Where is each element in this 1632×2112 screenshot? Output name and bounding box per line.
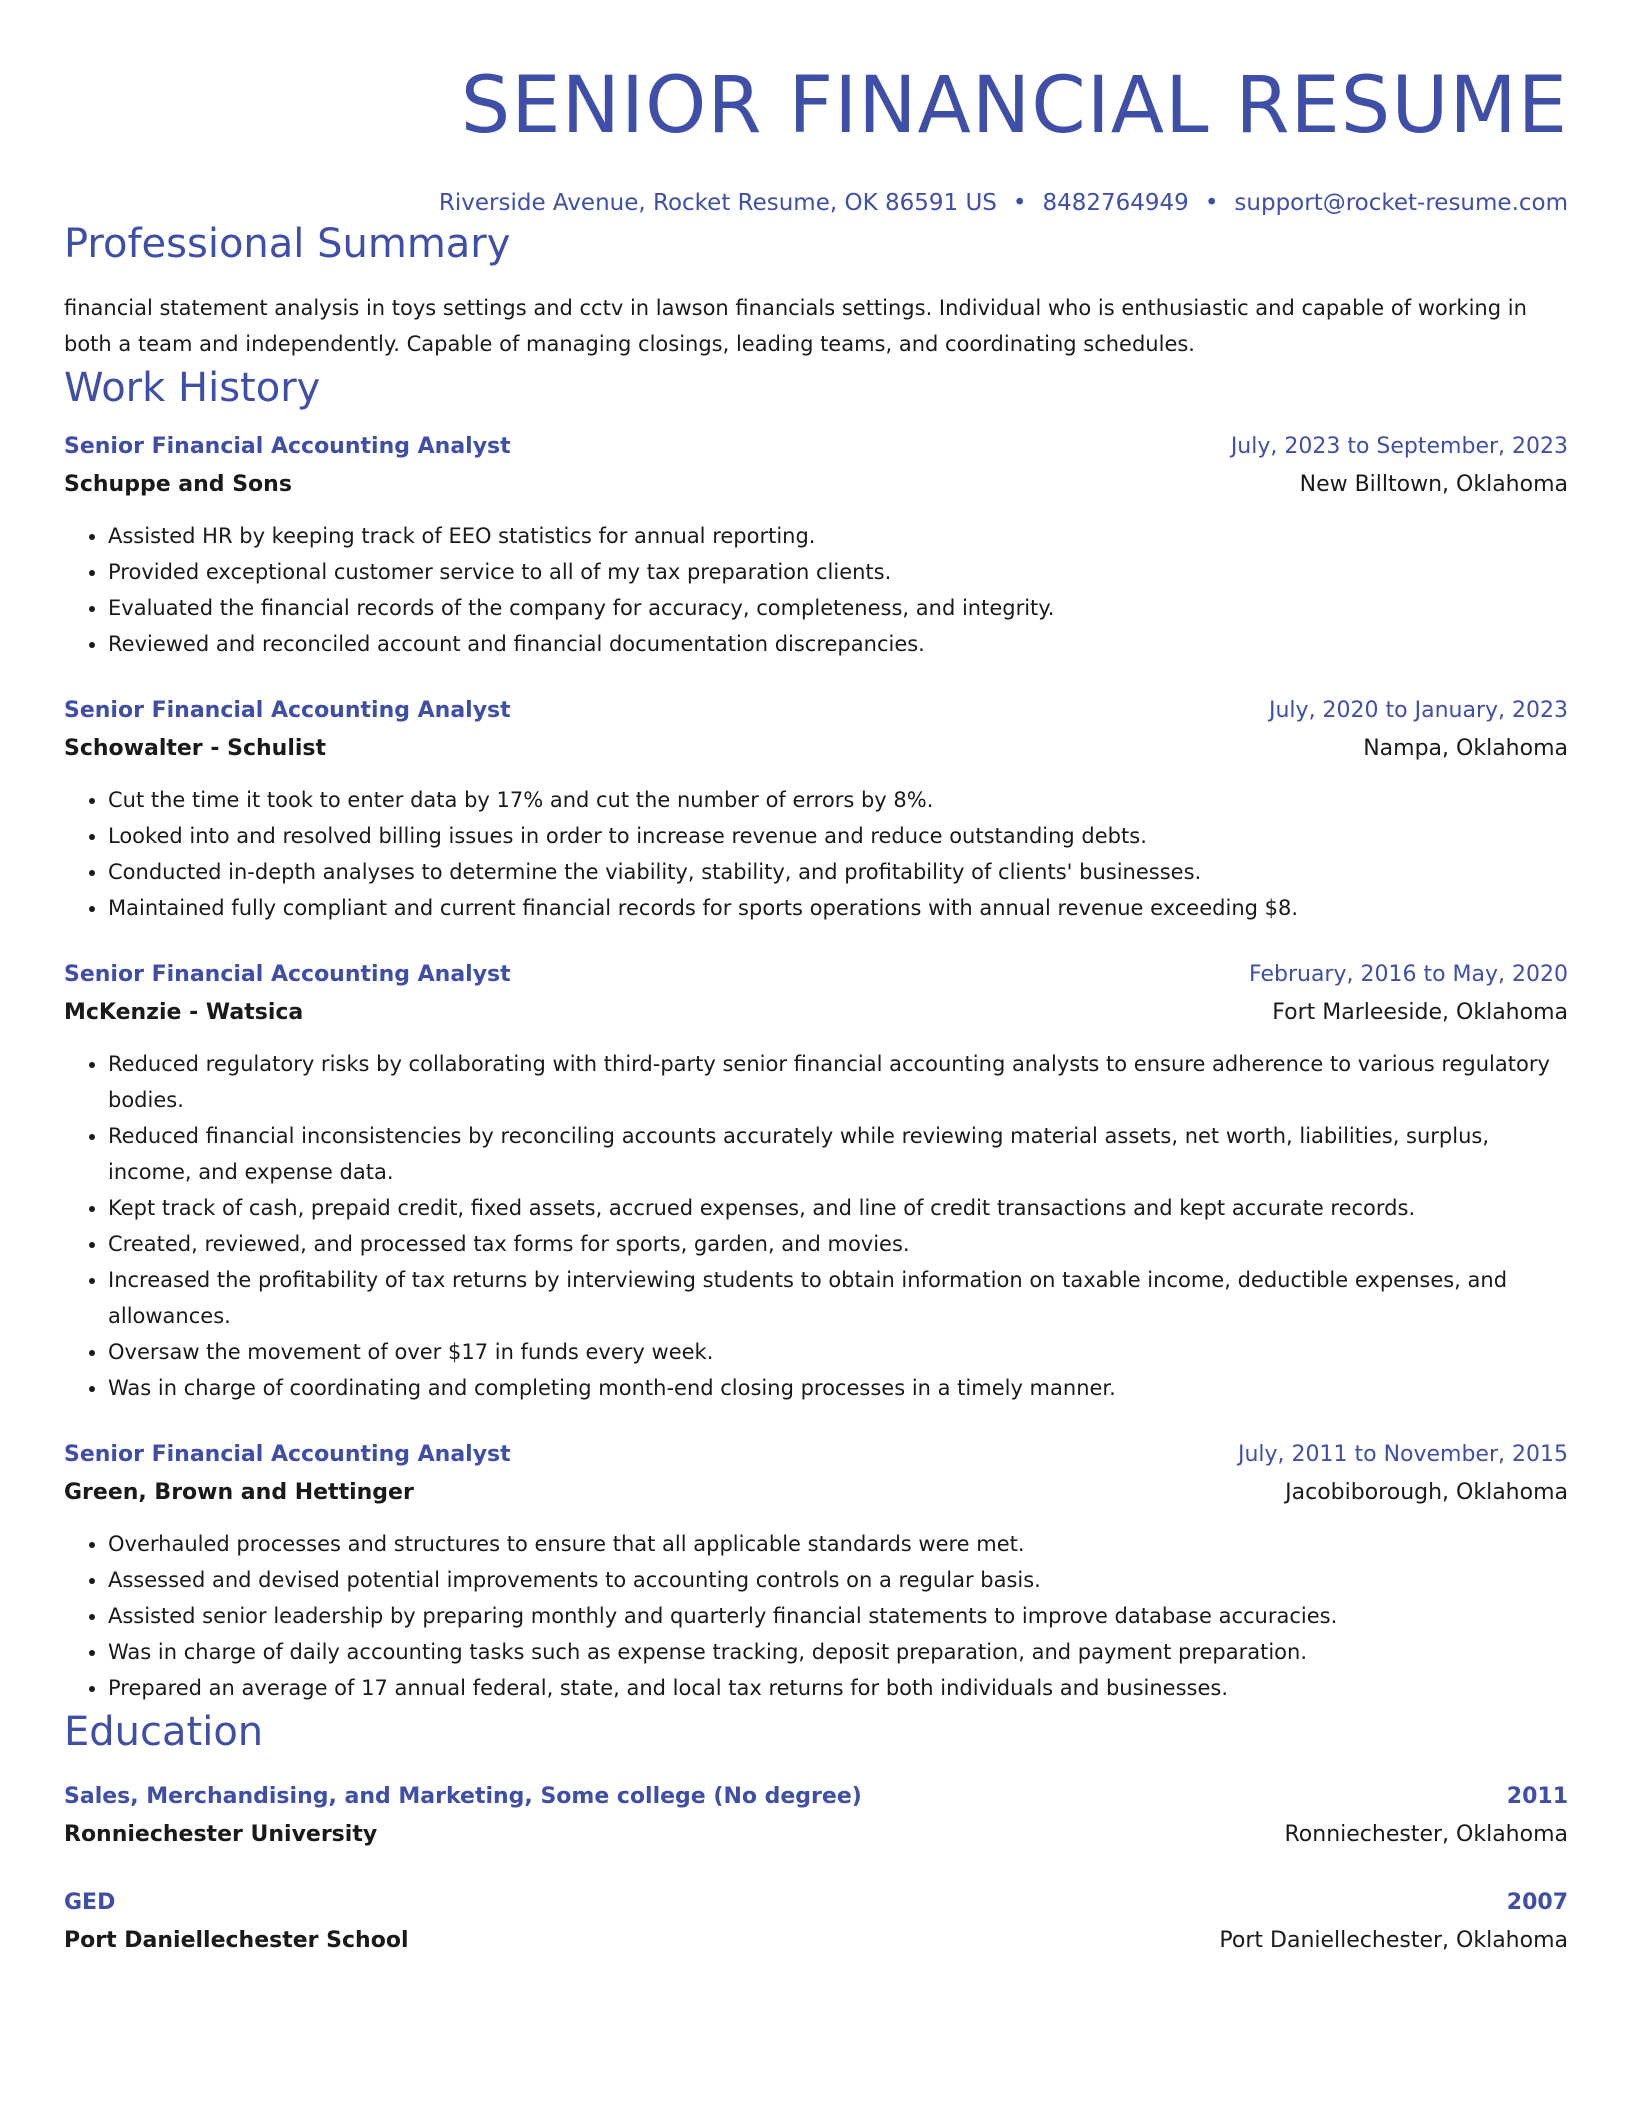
education-header-row [64,1884,1568,1922]
job-dates: July, 2023 to September, 2023 [1230,434,1568,459]
job-entry [64,428,1568,662]
education-entry [64,1778,1568,1854]
section-title-summary: Professional Summary [64,221,511,267]
education-header-row [64,1778,1568,1816]
job-bullet-item: • Was in charge of coordinating and completing month-end closing processes in a timely manner. [108,1370,1568,1406]
job-bullet-item: • Assisted HR by keeping track of EEO statistics for annual reporting. [108,518,1568,554]
job-dates: February, 2016 to May, 2020 [1249,962,1568,987]
job-location: Nampa, Oklahoma [1363,736,1568,761]
job-dates: July, 2011 to November, 2015 [1237,1442,1568,1467]
job-bullet-item: • Provided exceptional customer service to all of my tax preparation clients. [108,554,1568,590]
education-school-row [64,1816,1568,1854]
resume-name: SENIOR FINANCIAL RESUME [460,61,1568,151]
summary-text: financial statement analysis in toys settings and cctv in lawson financials settings. Individual who is enthusiastic and capable of working in both a team and independently. Capable of managing closings, leading teams, and coordinating schedules. [64,296,1527,356]
job-entry [64,692,1568,926]
job-bullet-item: • Cut the time it took to enter data by 17% and cut the number of errors by 8%. [108,782,1568,818]
contact-phone: 8482764949 [1042,190,1189,216]
job-bullet-item: • Reviewed and reconciled account and financial documentation discrepancies. [108,626,1568,662]
contact-email[interactable]: support@rocket-resume.com [1234,190,1568,216]
job-bullet-item: • Prepared an average of 17 annual federal, state, and local tax returns for both individuals and businesses. [108,1670,1568,1706]
job-bullet-item: • Looked into and resolved billing issues in order to increase revenue and reduce outstanding debts. [108,818,1568,854]
job-bullet-item: • Maintained fully compliant and current financial records for sports operations with annual revenue exceeding $8. [108,890,1568,926]
job-company-row [64,466,1568,504]
job-bullets [64,1046,1568,1406]
job-company-row [64,994,1568,1032]
job-bullet-item: • Increased the profitability of tax returns by interviewing students to obtain information on taxable income, deductible expenses, and allowances. [108,1262,1568,1334]
job-title: Senior Financial Accounting Analyst [64,698,511,723]
education-location: Ronniechester, Oklahoma [1284,1822,1568,1847]
job-title: Senior Financial Accounting Analyst [64,962,511,987]
education-degree: GED [64,1890,116,1915]
job-company: Green, Brown and Hettinger [64,1480,414,1505]
education-school-row [64,1922,1568,1960]
job-title: Senior Financial Accounting Analyst [64,1442,511,1467]
job-dates: July, 2020 to January, 2023 [1269,698,1568,723]
job-company-row [64,730,1568,768]
job-company: McKenzie - Watsica [64,1000,304,1025]
job-company: Schuppe and Sons [64,472,292,497]
job-title: Senior Financial Accounting Analyst [64,434,511,459]
education-location: Port Daniellechester, Oklahoma [1219,1928,1568,1953]
job-bullets [64,518,1568,662]
education-year: 2007 [1506,1890,1568,1915]
contact-separator: • [1204,190,1219,216]
job-location: Jacobiborough, Oklahoma [1285,1480,1568,1505]
job-entry [64,956,1568,1406]
education-school: Port Daniellechester School [64,1928,409,1953]
job-bullets [64,1526,1568,1706]
section-title-work: Work History [64,365,321,411]
contact-address: Riverside Avenue, Rocket Resume, OK 86591 US [438,190,997,216]
contact-line [64,188,1568,218]
education-year: 2011 [1506,1784,1568,1809]
job-bullet-item: • Overhauled processes and structures to ensure that all applicable standards were met. [108,1526,1568,1562]
job-bullet-item: • Oversaw the movement of over $17 in funds every week. [108,1334,1568,1370]
education-list [64,1778,1568,1960]
contact-separator: • [1012,190,1027,216]
job-bullets [64,782,1568,926]
job-header-row [64,692,1568,730]
job-bullet-item: • Created, reviewed, and processed tax forms for sports, garden, and movies. [108,1226,1568,1262]
job-header-row [64,1436,1568,1474]
job-location: New Billtown, Oklahoma [1299,472,1568,497]
job-header-row [64,956,1568,994]
section-title-education: Education [64,1709,264,1755]
job-location: Fort Marleeside, Oklahoma [1272,1000,1568,1025]
job-entry [64,1436,1568,1706]
education-degree: Sales, Merchandising, and Marketing, Some college (No degree) [64,1784,862,1809]
job-bullet-item: • Reduced financial inconsistencies by reconciling accounts accurately while reviewing material assets, net worth, liabilities, surplus, income, and expense data. [108,1118,1568,1190]
job-bullet-item: • Conducted in-depth analyses to determine the viability, stability, and profitability of clients' businesses. [108,854,1568,890]
job-company-row [64,1474,1568,1512]
job-bullet-item: • Evaluated the financial records of the company for accuracy, completeness, and integrity. [108,590,1568,626]
job-bullet-item: • Assessed and devised potential improvements to accounting controls on a regular basis. [108,1562,1568,1598]
work-history-list [64,428,1568,1706]
job-company: Schowalter - Schulist [64,736,327,761]
job-bullet-item: • Reduced regulatory risks by collaborating with third-party senior financial accounting analysts to ensure adherence to various regulatory bodies. [108,1046,1568,1118]
education-entry [64,1884,1568,1960]
job-header-row [64,428,1568,466]
education-school: Ronniechester University [64,1822,378,1847]
job-bullet-item: • Kept track of cash, prepaid credit, fixed assets, accrued expenses, and line of credit transactions and kept accurate records. [108,1190,1568,1226]
job-bullet-item: • Assisted senior leadership by preparing monthly and quarterly financial statements to improve database accuracies. [108,1598,1568,1634]
job-bullet-item: • Was in charge of daily accounting tasks such as expense tracking, deposit preparation, and payment preparation. [108,1634,1568,1670]
